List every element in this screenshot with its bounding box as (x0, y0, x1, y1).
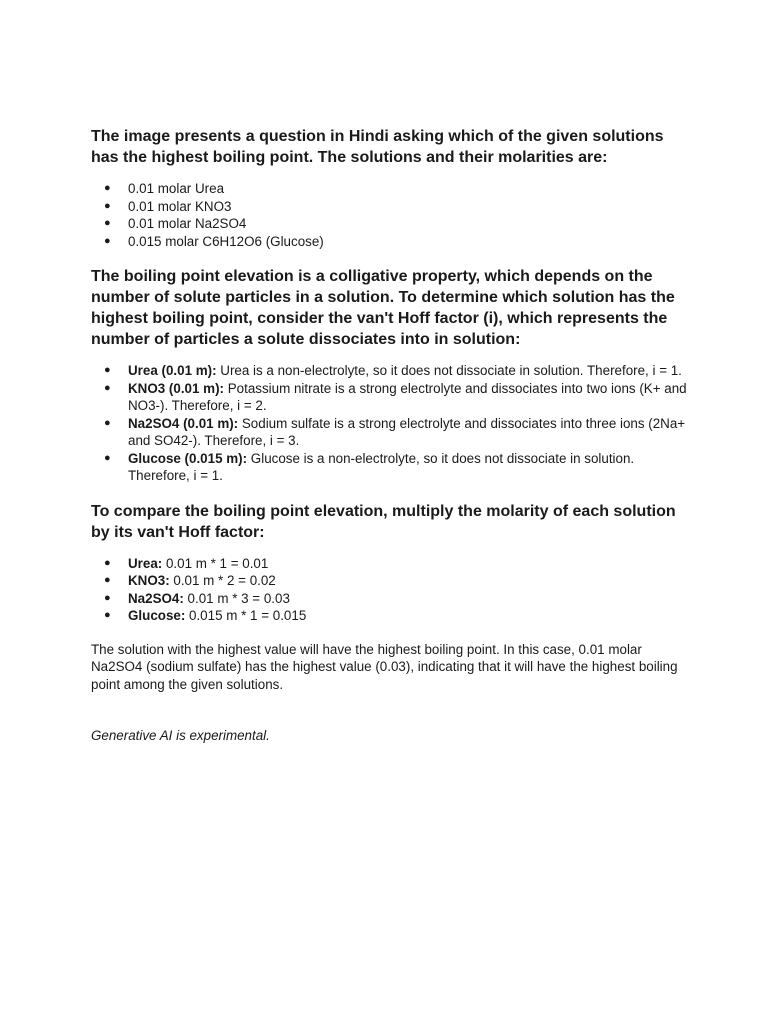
list-item (91, 607, 691, 625)
list-item (91, 572, 691, 590)
bullet-icon: ● (104, 364, 111, 376)
list-item-text: Potassium nitrate is a strong electrolyte and dissociates into two ions (K+ and NO3-). Therefore, i = 2. (128, 380, 687, 413)
intro-heading: The image presents a question in Hindi asking which of the given solutions has the highest boiling point. The solutions and their molarities are: (91, 128, 664, 166)
list-item (91, 198, 691, 216)
vant-hoff-list (91, 362, 691, 485)
list-item (91, 180, 691, 198)
bullet-icon: ● (104, 234, 111, 247)
bullet-icon: ● (104, 556, 111, 569)
conclusion-paragraph: The solution with the highest value will have the highest boiling point. In this case, 0.01 molar Na2SO4 (sodium sulfate) has the highest value (0.03), indicating that it will have the highest boiling point among the given solutions. (91, 641, 678, 692)
bullet-icon: ● (104, 574, 111, 586)
list-item-text: 0.01 molar KNO3 (128, 198, 232, 214)
bullet-icon: ● (104, 609, 111, 621)
list-item-text: 0.01 m * 1 = 0.01 (162, 555, 269, 571)
compare-list (91, 555, 691, 625)
bullet-icon: ● (104, 416, 111, 429)
bullet-icon: ● (104, 591, 111, 604)
list-item (91, 590, 691, 608)
bullet-icon: ● (104, 451, 111, 464)
list-item (91, 380, 691, 415)
list-item-text: 0.01 molar Urea (128, 181, 225, 196)
list-item-label: Urea: (128, 555, 163, 571)
list-item-label: KNO3: (128, 573, 170, 588)
list-item (91, 555, 691, 573)
bullet-icon: ● (104, 199, 111, 212)
solutions-list (91, 180, 691, 250)
list-item-text: 0.015 molar C6H12O6 (Glucose) (128, 233, 324, 249)
list-item-label: KNO3 (0.01 m): (128, 380, 224, 396)
vant-hoff-heading: The boiling point elevation is a colligative property, which depends on the number of solute particles in a solution. To determine which solution has the highest boiling point, consider the van't Hoff factor (i), which represents the number of particles a solute dissociates into in solution: (91, 268, 675, 348)
list-item-text: 0.01 molar Na2SO4 (128, 216, 247, 231)
bullet-icon: ● (104, 217, 111, 229)
list-item-text: 0.01 m * 2 = 0.02 (169, 573, 276, 588)
bullet-icon: ● (104, 182, 111, 194)
list-item (91, 215, 691, 233)
list-item (91, 362, 691, 380)
list-item-text: 0.01 m * 3 = 0.03 (183, 590, 290, 606)
list-item-label: Urea (0.01 m): (128, 363, 217, 378)
list-item-text: 0.015 m * 1 = 0.015 (185, 608, 307, 623)
list-item-label: Glucose: (128, 608, 186, 623)
compare-heading: To compare the boiling point elevation, multiply the molarity of each solution by its van't Hoff factor: (91, 502, 676, 541)
list-item-text: Glucose is a non-electrolyte, so it does not dissociate in solution. Therefore, i = 1. (128, 450, 635, 483)
list-item-label: Na2SO4: (128, 590, 184, 606)
list-item (91, 450, 691, 485)
bullet-icon: ● (104, 381, 111, 394)
list-item (91, 233, 691, 251)
list-item-text: Urea is a non-electrolyte, so it does not dissociate in solution. Therefore, i = 1. (216, 363, 682, 378)
list-item-label: Glucose (0.015 m): (128, 450, 248, 466)
disclaimer-text: Generative AI is experimental. (91, 728, 270, 743)
list-item-text: Sodium sulfate is a strong electrolyte and dissociates into three ions (2Na+ and SO42-). Therefore, i = 3. (128, 415, 686, 448)
list-item (91, 415, 691, 450)
list-item-label: Na2SO4 (0.01 m): (128, 415, 239, 431)
document-page (91, 126, 691, 745)
